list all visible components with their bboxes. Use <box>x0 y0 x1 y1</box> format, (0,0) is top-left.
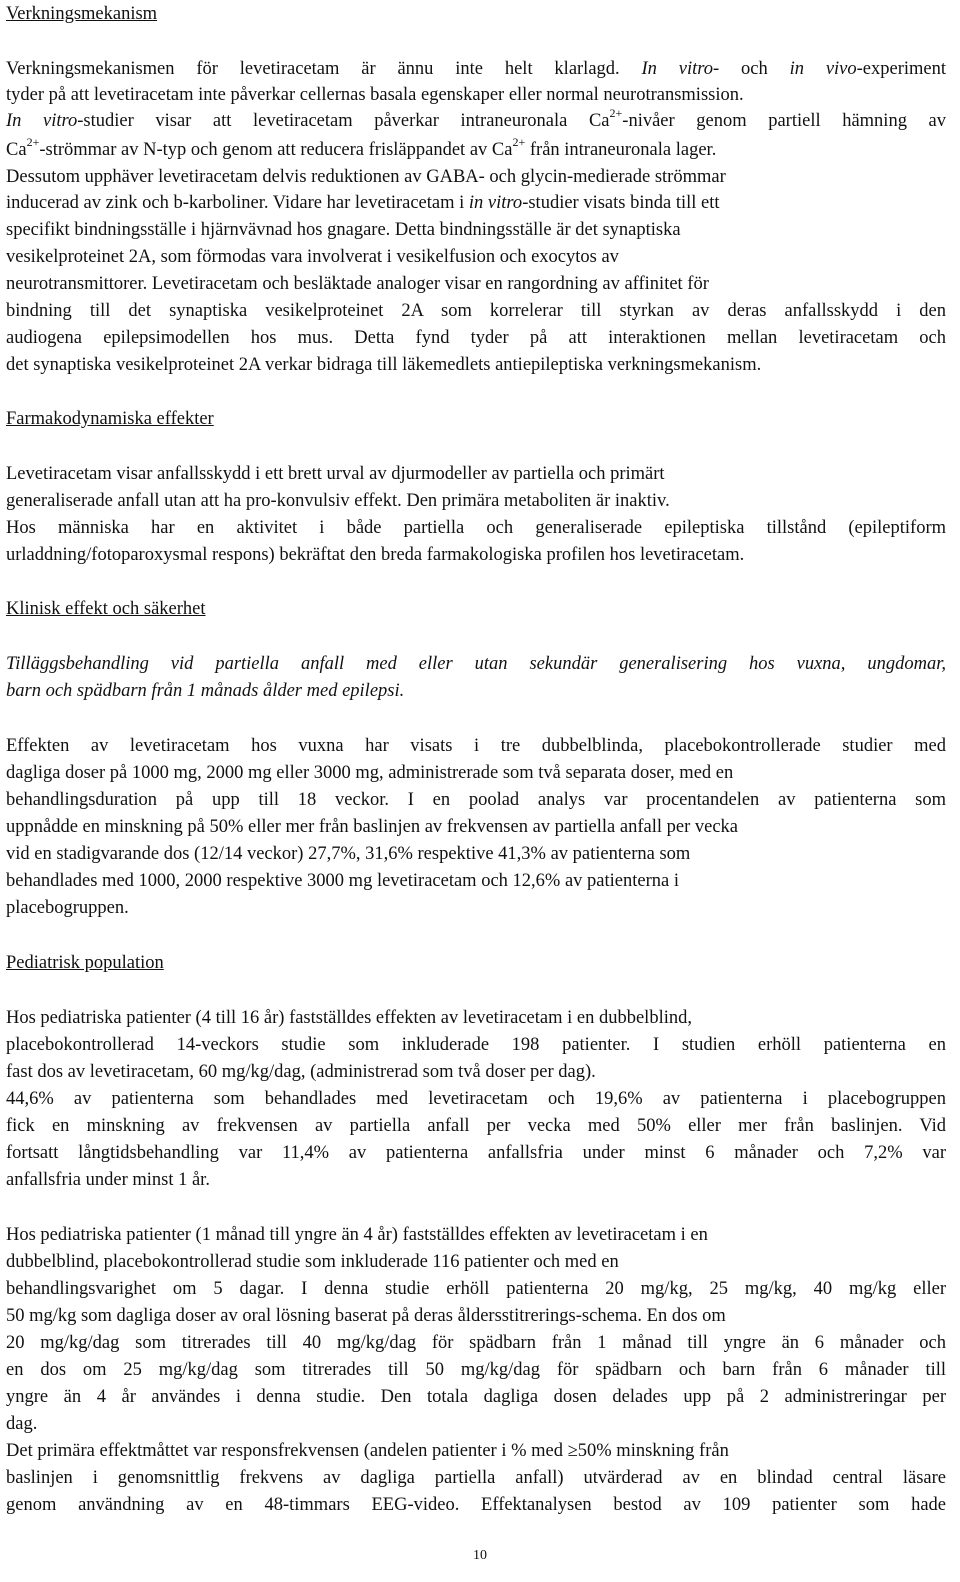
body-line: 20 mg/kg/dag som titrerades till 40 mg/kg/dag för spädbarn från 1 månad till yngre än 6 månader och <box>6 1333 946 1353</box>
section-heading: Klinisk effekt och säkerhet <box>6 599 206 619</box>
body-line: placebogruppen. <box>6 898 129 918</box>
body-line: Effekten av levetiracetam hos vuxna har visats i tre dubbelblinda, placebokontrollerade studier med <box>6 736 946 756</box>
body-line: Hos pediatriska patienter (1 månad till yngre än 4 år) fastställdes effekten av levetiracetam i en <box>6 1225 708 1245</box>
section-heading: Pediatrisk population <box>6 953 164 973</box>
body-line: tyder på att levetiracetam inte påverkar cellernas basala egenskaper eller normal neurotransmission. <box>6 85 744 105</box>
body-line: bindning till det synaptiska vesikelproteinet 2A som korrelerar till styrkan av deras anfallsskydd i den <box>6 301 946 321</box>
body-line: genom användning av en 48-timmars EEG-video. Effektanalysen bestod av 109 patienter som hade <box>6 1495 946 1515</box>
subheading-line: barn och spädbarn från 1 månads ålder med epilepsi. <box>6 681 405 701</box>
body-line: fast dos av levetiracetam, 60 mg/kg/dag, (administrerad som två doser per dag). <box>6 1062 596 1082</box>
body-line: Hos människa har en aktivitet i både partiella och generaliserade epileptiska tillstånd (epileptiform <box>6 518 946 538</box>
body-line: generaliserade anfall utan att ha pro-konvulsiv effekt. Den primära metaboliten är inaktiv. <box>6 491 670 511</box>
body-line: vid en stadigvarande dos (12/14 veckor) 27,7%, 31,6% respektive 41,3% av patienterna som <box>6 844 691 864</box>
body-line: uppnådde en minskning på 50% eller mer från baslinjen av frekvensen av partiella anfall per vecka <box>6 817 738 837</box>
body-line: dubbelblind, placebokontrollerad studie som inkluderade 116 patienter och med en <box>6 1252 619 1272</box>
body-line: $Ca^{2+}$-strömmar av N-typ och genom att reducera frisläppandet av $Ca^{2+}$ från intraneuronala lager. <box>6 135 717 160</box>
body-line: fick en minskning av frekvensen av partiella anfall per vecka med 50% eller mer från baslinjen. Vid <box>6 1116 946 1136</box>
body-line: neurotransmittorer. Levetiracetam och besläktade analoger visar en rangordning av affinitet för <box>6 274 709 294</box>
body-line: behandlingsduration på upp till 18 veckor. I en poolad analys var procentandelen av patienterna som <box>6 790 946 810</box>
body-line: dag. <box>6 1414 38 1434</box>
body-line: Verkningsmekanismen för levetiracetam är ännu inte helt klarlagd. In vitro- och in vivo-experiment <box>6 59 947 79</box>
page-number: 10 <box>473 1548 487 1563</box>
body-line: det synaptiska vesikelproteinet 2A verkar bidraga till läkemedlets antiepileptiska verkningsmekanism. <box>6 355 762 375</box>
body-line: inducerad av zink och b-karboliner. Vidare har levetiracetam i in vitro-studier visats binda till ett <box>6 193 720 213</box>
section-heading: Verkningsmekanism <box>6 4 158 24</box>
body-line: Levetiracetam visar anfallsskydd i ett brett urval av djurmodeller av partiella och primärt <box>6 464 665 484</box>
body-line: baslinjen i genomsnittlig frekvens av dagliga partiella anfall) utvärderad av en blindad central läsare <box>6 1468 946 1488</box>
body-line: urladdning/fotoparoxysmal respons) bekräftat den breda farmakologiska profilen hos levetiracetam. <box>6 545 745 565</box>
body-line: In vitro-studier visar att levetiracetam påverkar intraneuronala $Ca^{2+}$-nivåer genom partiell hämning av <box>6 106 946 131</box>
body-line: en dos om 25 mg/kg/dag som titrerades till 50 mg/kg/dag för spädbarn och barn från 6 månader till <box>6 1360 946 1380</box>
body-line: anfallsfria under minst 1 år. <box>6 1170 210 1190</box>
body-line: specifikt bindningsställe i hjärnvävnad hos gnagare. Detta bindningsställe är det synaptiska <box>6 220 681 240</box>
body-line: behandlades med 1000, 2000 respektive 3000 mg levetiracetam och 12,6% av patienterna i <box>6 871 679 891</box>
body-line: audiogena epilepsimodellen hos mus. Detta fynd tyder på att interaktionen mellan levetiracetam och <box>6 328 946 348</box>
body-line: yngre än 4 år användes i denna studie. Den totala dagliga dosen delades upp på 2 administreringar per <box>6 1387 946 1407</box>
body-line: 50 mg/kg som dagliga doser av oral lösning baserat på deras åldersstitrerings-schema. En dos om <box>6 1306 726 1326</box>
body-line: fortsatt långtidsbehandling var 11,4% av patienterna anfallsfria under minst 6 månader och 7,2% var <box>6 1143 946 1163</box>
subheading-line: Tilläggsbehandling vid partiella anfall med eller utan sekundär generalisering hos vuxna, ungdomar, <box>6 654 946 674</box>
body-line: Hos pediatriska patienter (4 till 16 år) fastställdes effekten av levetiracetam i en dubbelblind, <box>6 1008 692 1028</box>
body-line: Det primära effektmåttet var responsfrekvensen (andelen patienter i % med ≥50% minskning från <box>6 1441 729 1461</box>
body-line: dagliga doser på 1000 mg, 2000 mg eller 3000 mg, administrerade som två separata doser, med en <box>6 763 734 783</box>
body-line: vesikelproteinet 2A, som förmodas vara involverat i vesikelfusion och exocytos av <box>6 247 619 267</box>
body-line: placebokontrollerad 14-veckors studie som inkluderade 198 patienter. I studien erhöll patienterna en <box>6 1035 946 1055</box>
body-line: behandlingsvarighet om 5 dagar. I denna studie erhöll patienterna 20 mg/kg, 25 mg/kg, 40 mg/kg eller <box>6 1279 946 1299</box>
body-line: 44,6% av patienterna som behandlades med levetiracetam och 19,6% av patienterna i placebogruppen <box>6 1089 946 1109</box>
section-heading: Farmakodynamiska effekter <box>6 409 214 429</box>
body-line: Dessutom upphäver levetiracetam delvis reduktionen av GABA- och glycin-medierade strömmar <box>6 167 726 187</box>
